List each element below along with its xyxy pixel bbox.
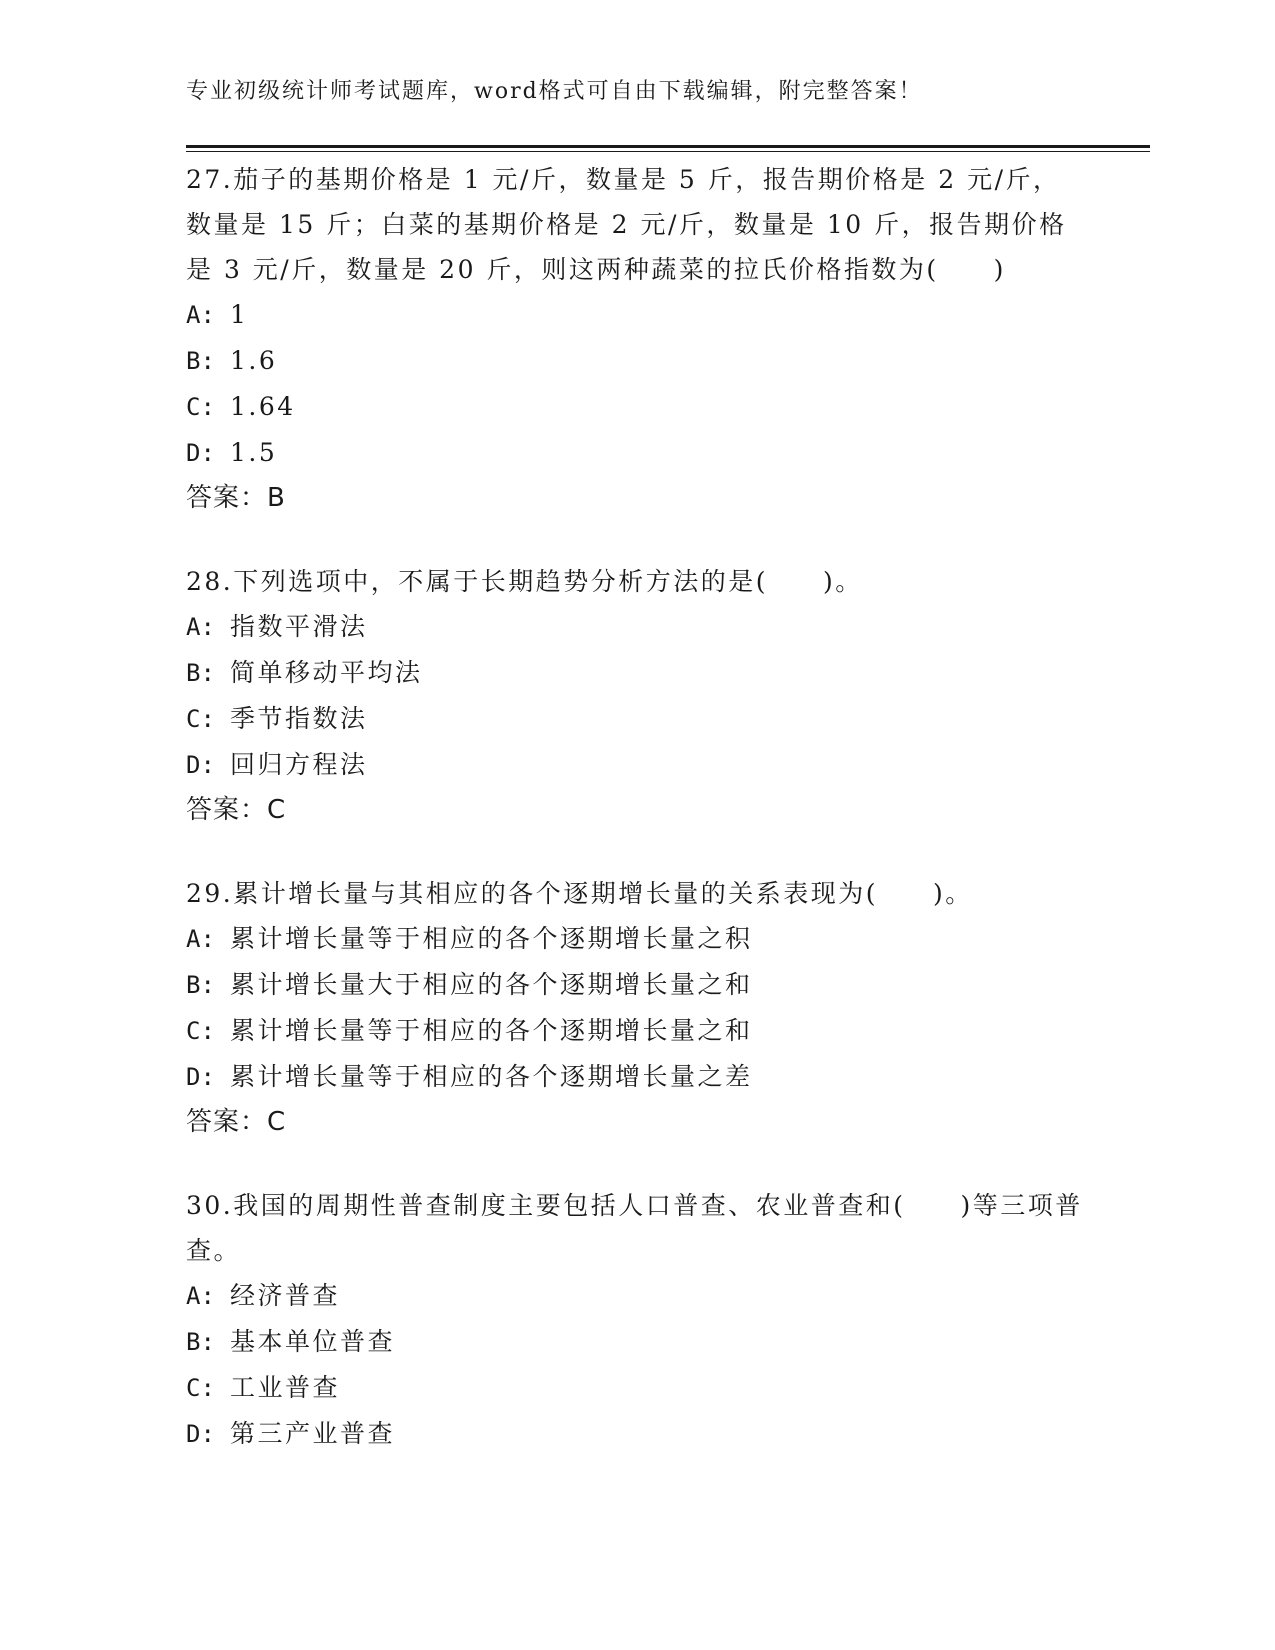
option-a xyxy=(186,1273,1086,1319)
answer: 答案：C xyxy=(186,1107,287,1137)
question-28 xyxy=(186,559,1086,833)
option-text: 指数平滑法 xyxy=(230,612,368,641)
answer: 答案：C xyxy=(186,795,287,825)
question-text: 28.下列选项中，不属于长期趋势分析方法的是( )。 xyxy=(186,567,863,596)
option-b xyxy=(186,962,1086,1008)
page-header: 专业初级统计师考试题库，word格式可自由下载编辑，附完整答案！ xyxy=(186,79,923,104)
question-text: 30.我国的周期性普查制度主要包括人口普查、农业普查和( )等三项普查。 xyxy=(186,1191,1083,1265)
option-d xyxy=(186,1054,1086,1100)
option-key: A: xyxy=(186,613,215,641)
option-a xyxy=(186,916,1086,962)
option-b xyxy=(186,650,1086,696)
option-a xyxy=(186,604,1086,650)
option-d xyxy=(186,430,1086,476)
option-c xyxy=(186,1365,1086,1411)
answer: 答案：B xyxy=(186,483,286,513)
question-text: 29.累计增长量与其相应的各个逐期增长量的关系表现为( )。 xyxy=(186,879,973,908)
option-key: A: xyxy=(186,301,215,329)
option-text: 累计增长量等于相应的各个逐期增长量之差 xyxy=(230,1062,753,1091)
question-29 xyxy=(186,871,1086,1145)
option-a xyxy=(186,292,1086,338)
option-text: 累计增长量等于相应的各个逐期增长量之和 xyxy=(230,1016,753,1045)
option-key: C: xyxy=(186,1374,215,1402)
option-c xyxy=(186,696,1086,742)
option-key: B: xyxy=(186,659,215,687)
option-key: C: xyxy=(186,705,215,733)
question-list xyxy=(186,157,1086,1495)
option-key: D: xyxy=(186,1420,215,1448)
header-rule-thick xyxy=(186,145,1150,148)
option-text: 1.64 xyxy=(230,392,296,421)
option-key: B: xyxy=(186,1328,215,1356)
option-text: 工业普查 xyxy=(230,1373,341,1402)
option-text: 1.6 xyxy=(230,346,278,375)
option-key: C: xyxy=(186,1017,215,1045)
option-key: B: xyxy=(186,971,215,999)
option-b xyxy=(186,338,1086,384)
option-key: C: xyxy=(186,393,215,421)
option-text: 基本单位普查 xyxy=(230,1327,396,1356)
option-c xyxy=(186,1008,1086,1054)
option-b xyxy=(186,1319,1086,1365)
option-text: 季节指数法 xyxy=(230,704,368,733)
option-d xyxy=(186,1411,1086,1457)
question-27 xyxy=(186,157,1086,521)
option-text: 累计增长量大于相应的各个逐期增长量之和 xyxy=(230,970,753,999)
option-text: 累计增长量等于相应的各个逐期增长量之积 xyxy=(230,924,753,953)
option-key: A: xyxy=(186,925,215,953)
option-key: B: xyxy=(186,347,215,375)
option-text: 1 xyxy=(230,300,249,329)
option-text: 回归方程法 xyxy=(230,750,368,779)
option-key: A: xyxy=(186,1282,215,1310)
option-text: 简单移动平均法 xyxy=(230,658,423,687)
option-text: 经济普查 xyxy=(230,1281,341,1310)
option-d xyxy=(186,742,1086,788)
option-key: D: xyxy=(186,439,215,467)
question-30 xyxy=(186,1183,1086,1457)
option-key: D: xyxy=(186,751,215,779)
option-text: 第三产业普查 xyxy=(230,1419,396,1448)
question-text: 27.茄子的基期价格是 1 元/斤，数量是 5 斤，报告期价格是 2 元/斤，数量是 15 斤；白菜的基期价格是 2 元/斤，数量是 10 斤，报告期价格是 3 元/斤，数量是 20 斤，则这两种蔬菜的拉氏价格指数为( ) xyxy=(186,165,1067,284)
option-text: 1.5 xyxy=(230,438,278,467)
header-rule-thin xyxy=(186,151,1150,152)
option-key: D: xyxy=(186,1063,215,1091)
option-c xyxy=(186,384,1086,430)
